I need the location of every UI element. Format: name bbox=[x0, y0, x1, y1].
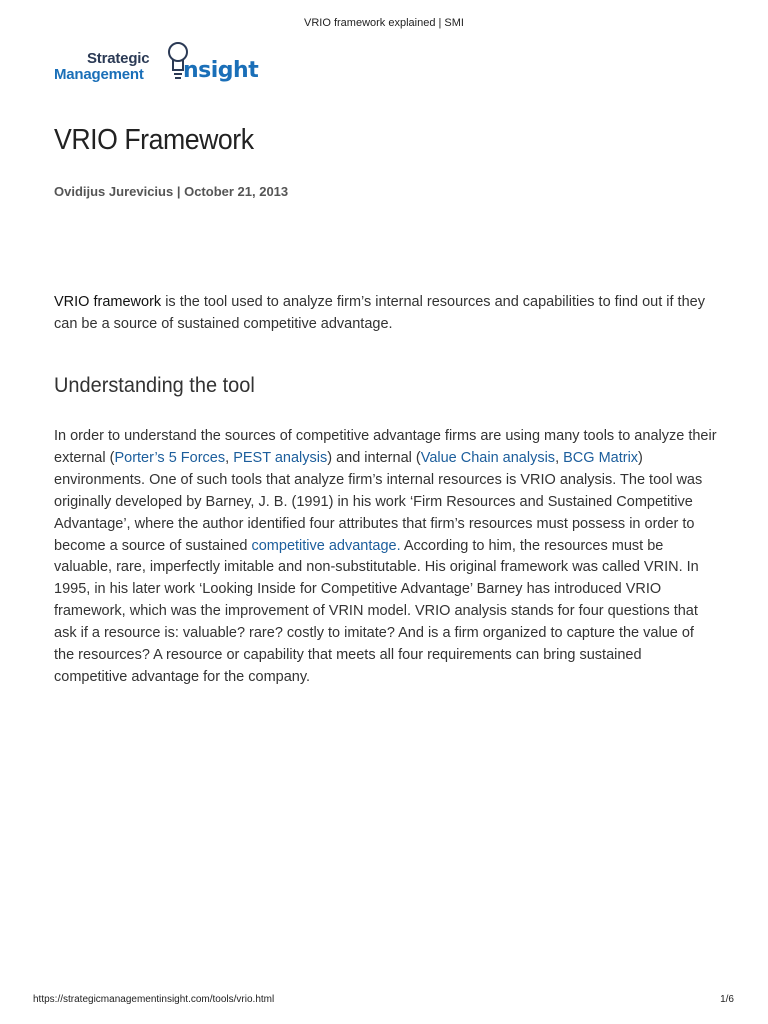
body-text-4: , bbox=[555, 449, 564, 466]
body-text-3: ) and internal ( bbox=[327, 449, 421, 466]
intro-text: is the tool used to analyze firm’s internal resources and capabilities to find out if they can be a source of sustained competitive advantage. bbox=[54, 294, 705, 332]
body-text-1: In order to understand the sources of competitive advantage firms are using many tools to analyze their external ( bbox=[54, 428, 717, 466]
link-bcg-matrix[interactable]: BCG Matrix bbox=[563, 449, 639, 466]
print-header-title: VRIO framework explained | SMI bbox=[304, 17, 464, 29]
article-byline: Ovidijus Jurevicius | October 21, 2013 bbox=[54, 184, 289, 199]
link-pest-analysis[interactable]: PEST analysis bbox=[233, 449, 328, 466]
link-competitive-advantage[interactable]: competitive advantage. bbox=[251, 537, 401, 554]
print-footer-url: https://strategicmanagementinsight.com/tools/vrio.html bbox=[33, 994, 275, 1005]
page-title: VRIO Framework bbox=[54, 124, 254, 156]
logo-text-management: Management bbox=[54, 66, 144, 83]
logo-text-insight: nsight bbox=[183, 58, 259, 83]
body-paragraph bbox=[54, 426, 718, 689]
body-text-5: ) environments. One of such tools that analyze firm’s internal resources is VRIO analysis. The tool was originally developed by Barney, J. B. (1991) in his work ‘Firm Resources and Sustained Competitive Advantage’, where the author identified four attributes that firm’s resources must possess in order to become a source of sustained bbox=[54, 449, 703, 554]
intro-paragraph bbox=[54, 291, 716, 335]
body-text-2: , bbox=[225, 449, 234, 466]
site-logo[interactable] bbox=[54, 40, 259, 88]
intro-term: VRIO framework bbox=[54, 294, 162, 310]
print-footer-page-number: 1/6 bbox=[720, 994, 734, 1005]
logo-text-strategic: Strategic bbox=[87, 50, 150, 67]
link-porters-5-forces[interactable]: Porter’s 5 Forces bbox=[114, 449, 226, 466]
link-value-chain-analysis[interactable]: Value Chain analysis bbox=[420, 449, 556, 466]
body-text-6: According to him, the resources must be valuable, rare, imperfectly imitable and non-substitutable. His original framework was called VRIN. In 1995, in his later work ‘Looking Inside for Competitive Advantage’ Barney has introduced VRIO framework, which was the improvement of VRIN model. VRIO analysis stands for four questions that ask if a resource is: valuable? rare? costly to imitate? And is a firm organized to capture the value of the resources? A resource or capability that meets all four requirements can bring sustained competitive advantage for the company. bbox=[54, 537, 699, 685]
section-heading: Understanding the tool bbox=[54, 374, 255, 397]
